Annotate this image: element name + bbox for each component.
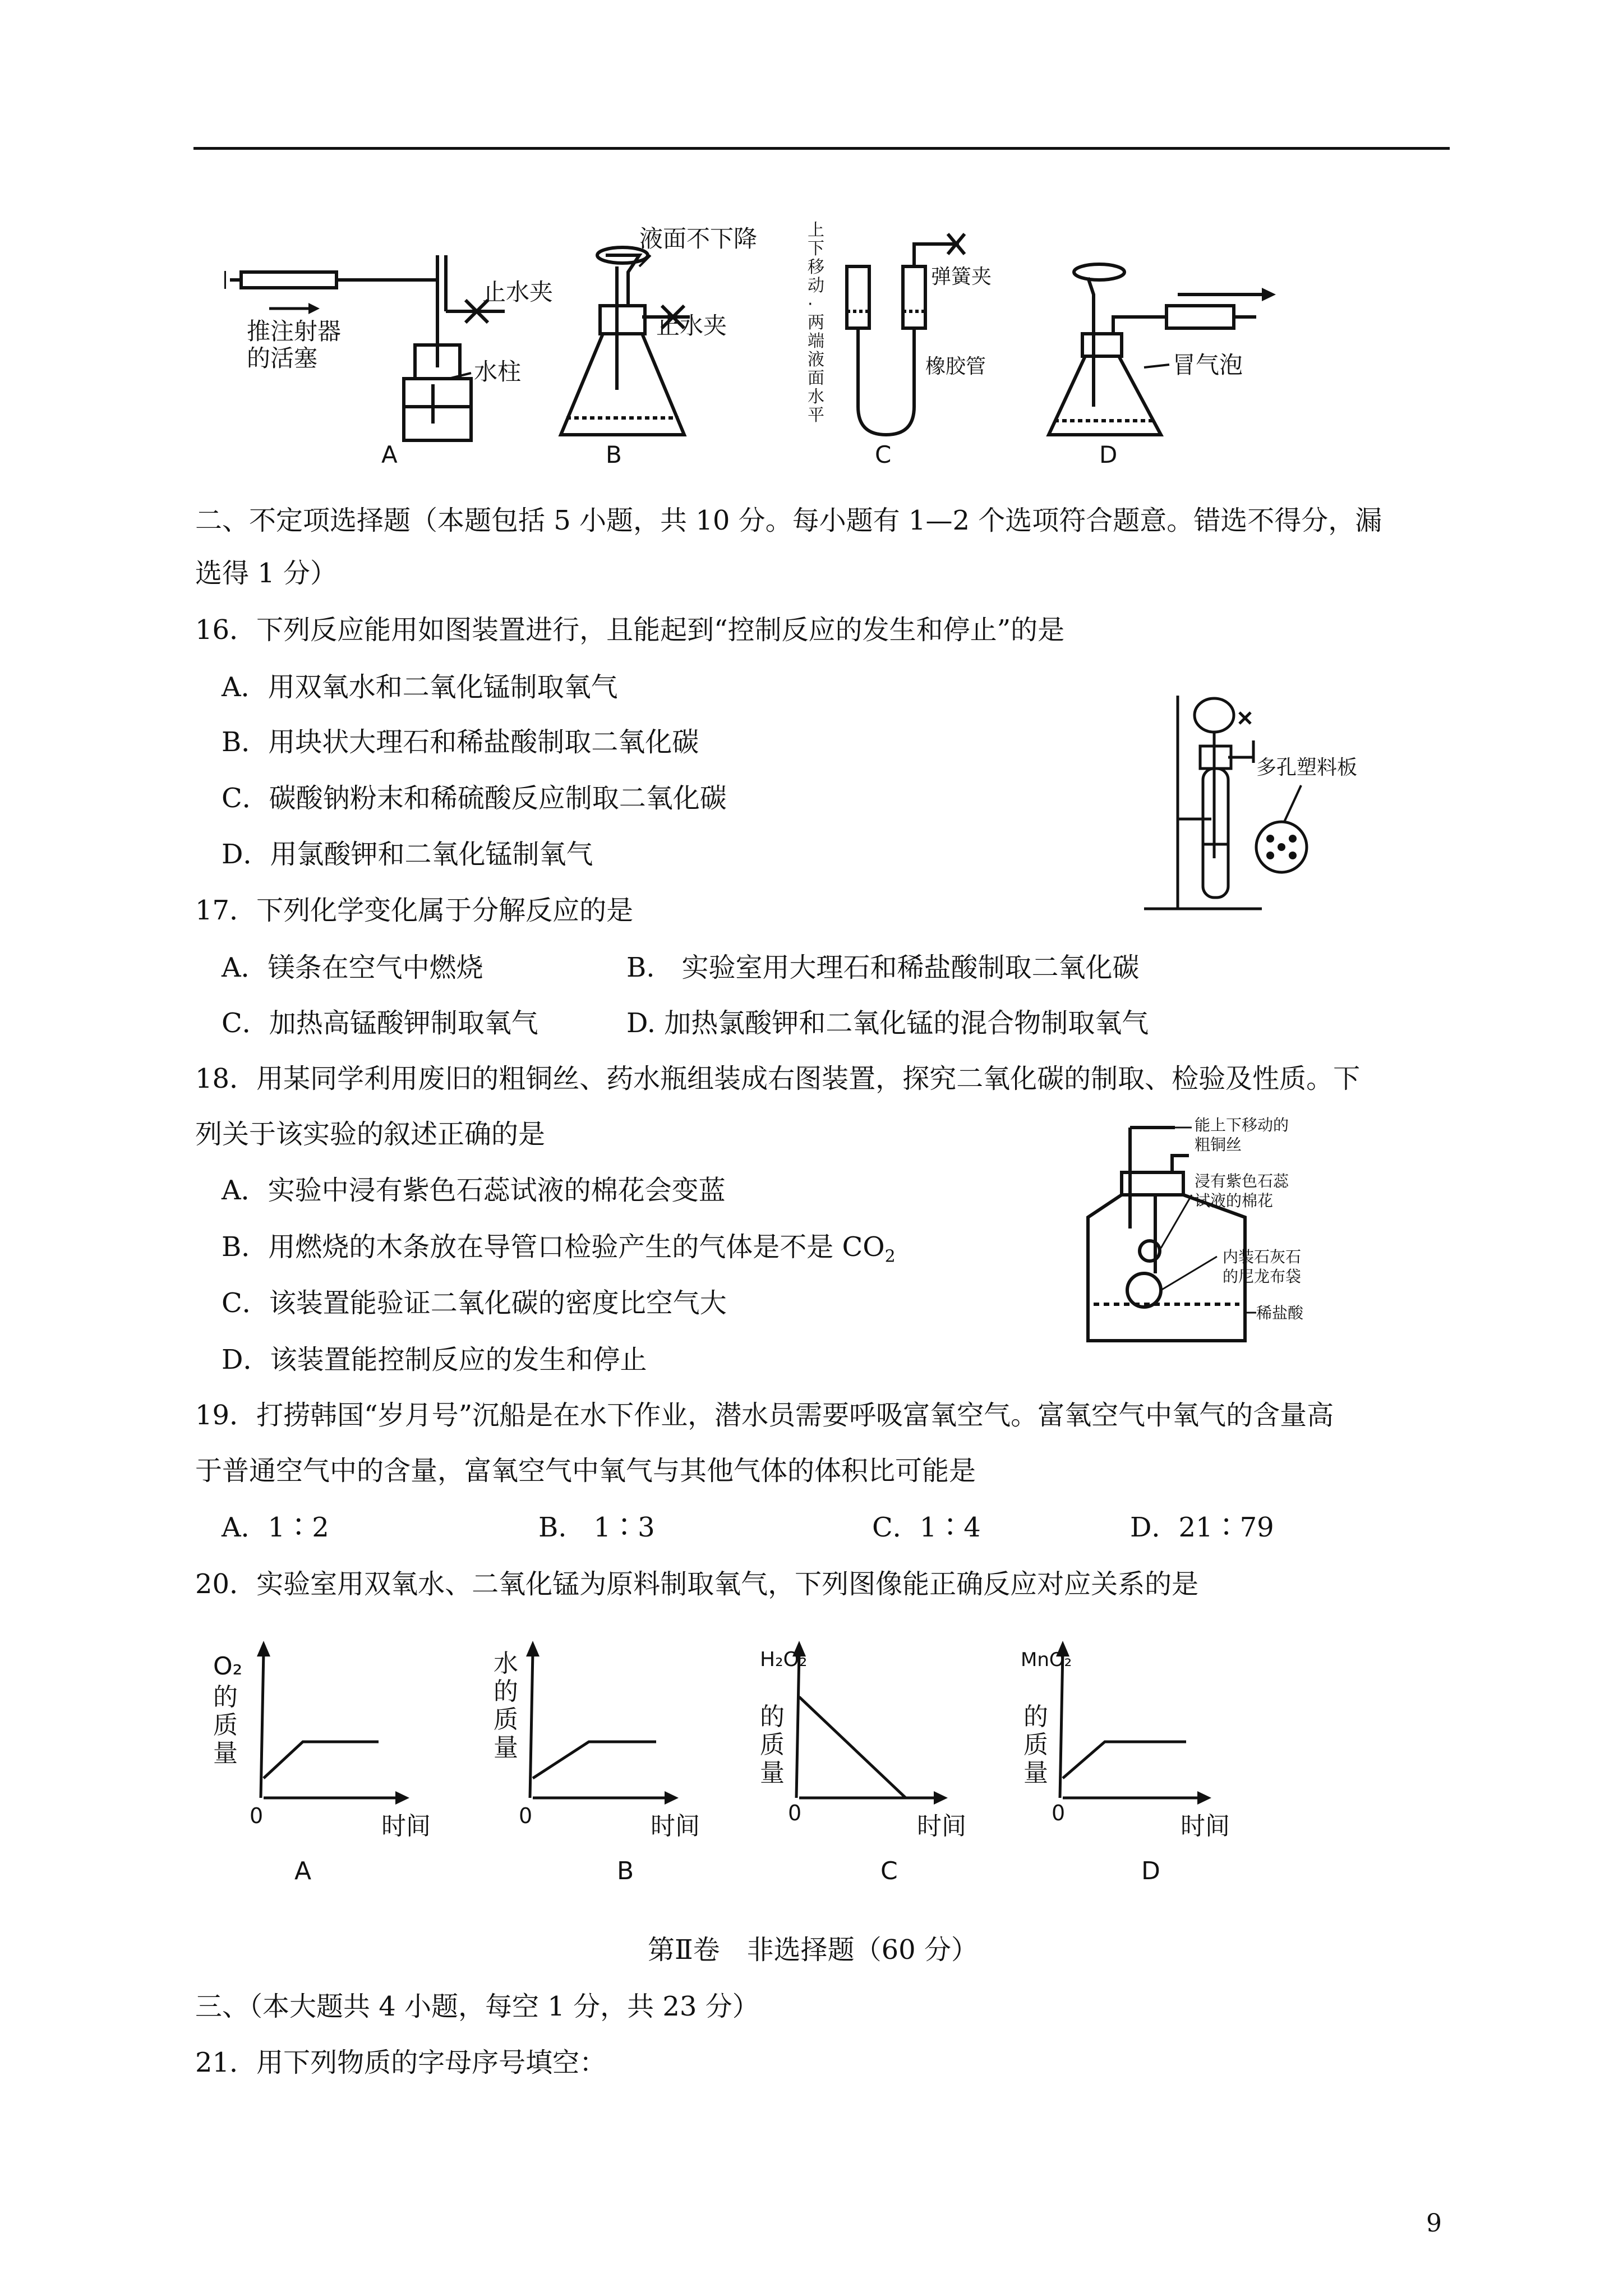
q19-stem-cont: 于普通空气中的含量，富氧空气中氧气与其他气体的体积比可能是 <box>195 1455 976 1487</box>
graph-d-xlabel: 时间 <box>1181 1812 1230 1841</box>
svg-text:移: 移 <box>808 257 824 277</box>
graph-c-ylabel-1: H₂O₂ <box>760 1648 808 1671</box>
graph-b-ylabel-4: 量 <box>494 1733 518 1762</box>
acid-label: 稀盐酸 <box>1256 1304 1304 1322</box>
graph-b-ylabel-1: 水 <box>494 1649 518 1678</box>
q20-stem: 20．实验室用双氧水、二氧化锰为原料制取氧气，下列图像能正确反应对应关系的是 <box>195 1568 1199 1600</box>
graph-d-letter: D <box>1141 1857 1160 1885</box>
graph-c-ylabel-4: 量 <box>760 1759 785 1787</box>
graph-b <box>494 1641 700 1885</box>
graph-a <box>213 1641 431 1885</box>
graph-b-letter: B <box>617 1857 634 1885</box>
porous-plate-label: 多孔塑料板 <box>1256 756 1358 779</box>
section-3-heading: 三、（本大题共 4 小题，每空 1 分，共 23 分） <box>195 1991 759 2022</box>
water-col-label: 水柱 <box>474 358 522 385</box>
q20-graphs <box>208 1641 1301 1893</box>
graph-b-xlabel: 时间 <box>651 1812 700 1841</box>
q19-option-b[interactable]: B. 1∶3 <box>538 1512 655 1543</box>
graph-c-letter: C <box>880 1857 898 1885</box>
svg-text:水: 水 <box>808 387 824 407</box>
section-2-heading-cont: 选得 1 分） <box>195 558 338 589</box>
graph-d-ylabel-4: 量 <box>1023 1759 1048 1787</box>
svg-text:动: 动 <box>808 276 824 296</box>
q18-stem-cont: 列关于该实验的叙述正确的是 <box>195 1119 546 1150</box>
graph-b-ylabel-3: 质 <box>494 1705 518 1734</box>
q18-option-b-sub: 2 <box>884 1246 896 1267</box>
bag-label: 内装石灰石 <box>1223 1248 1302 1266</box>
graph-d <box>1021 1641 1230 1885</box>
graph-d-origin: 0 <box>1052 1801 1066 1825</box>
q17-option-a[interactable]: A．镁条在空气中燃烧 <box>222 952 483 983</box>
graph-d-ylabel-3: 质 <box>1023 1731 1048 1759</box>
q18-option-c[interactable]: C．该装置能验证二氧化碳的密度比空气大 <box>222 1287 727 1319</box>
svg-text:下: 下 <box>808 239 824 259</box>
q18-option-d[interactable]: D．该装置能控制反应的发生和停止 <box>222 1344 647 1375</box>
q18-option-b-text: B．用燃烧的木条放在导管口检验产生的气体是不是 CO <box>222 1231 885 1263</box>
q18-option-b[interactable] <box>222 1230 896 1274</box>
graph-d-ylabel-1: MnO₂ <box>1021 1649 1072 1671</box>
q19-option-d[interactable]: D．21∶79 <box>1130 1512 1274 1543</box>
svg-text:端: 端 <box>808 332 824 351</box>
svg-text:平: 平 <box>808 406 824 425</box>
q18-fig-labels <box>1161 1116 1304 1322</box>
q17-option-c[interactable]: C．加热高锰酸钾制取氧气 <box>222 1007 538 1039</box>
graph-d-ylabel-2: 的 <box>1023 1703 1048 1731</box>
q16-option-c[interactable]: C．碳酸钠粉末和稀硫酸反应制取二氧化碳 <box>222 783 727 814</box>
syringe-label-2: 的活塞 <box>247 344 318 372</box>
apparatus-figure <box>224 222 1290 480</box>
letter-b: B <box>606 441 622 468</box>
q18-apparatus-figure <box>1077 1116 1424 1358</box>
bag-label-2: 的尼龙布袋 <box>1223 1267 1302 1286</box>
wire-label-2: 粗铜丝 <box>1195 1135 1242 1154</box>
graph-a-letter: A <box>294 1857 312 1885</box>
page-number: 9 <box>1426 2209 1442 2238</box>
clamp-a-label: 止水夹 <box>482 278 554 306</box>
cotton-label: 浸有紫色石蕊 <box>1195 1172 1289 1190</box>
letter-d: D <box>1099 441 1118 468</box>
graph-a-origin: 0 <box>250 1803 264 1828</box>
q16-stem: 16．下列反应能用如图装置进行，且能起到“控制反应的发生和停止”的是 <box>195 614 1065 646</box>
graph-b-ylabel-2: 的 <box>494 1677 518 1706</box>
graph-a-ylabel-3: 质 <box>213 1711 238 1740</box>
letter-c: C <box>875 441 892 468</box>
q16-option-a[interactable]: A．用双氧水和二氧化锰制取氧气 <box>222 671 618 703</box>
svg-text:两: 两 <box>808 313 824 333</box>
graph-a-ylabel-1: O₂ <box>213 1652 243 1681</box>
q18-stem: 18．用某同学利用废旧的粗铜丝、药水瓶组装成右图装置，探究二氧化碳的制取、检验及性质。下 <box>195 1063 1361 1094</box>
side-c-label <box>808 222 824 425</box>
graph-a-ylabel-4: 量 <box>213 1739 238 1768</box>
graph-c-xlabel: 时间 <box>917 1812 966 1841</box>
svg-text:上: 上 <box>808 222 824 240</box>
q18-option-a[interactable]: A．实验中浸有紫色石蕊试液的棉花会变蓝 <box>222 1175 726 1206</box>
level-b-label: 液面不下降 <box>639 225 758 252</box>
graph-c-ylabel-3: 质 <box>760 1731 785 1759</box>
graph-a-xlabel: 时间 <box>381 1812 431 1841</box>
q17-stem: 17．下列化学变化属于分解反应的是 <box>195 895 634 926</box>
cotton-label-2: 试液的棉花 <box>1195 1191 1274 1210</box>
syringe-label: 推注射器 <box>247 318 342 345</box>
q17-option-d[interactable]: D. 加热氯酸钾和二氧化锰的混合物制取氧气 <box>626 1007 1149 1039</box>
section-2-heading: 二、不定项选择题（本题包括 5 小题，共 10 分。每小题有 1—2 个选项符合题意。错选不得分，漏 <box>195 505 1382 536</box>
graph-c-ylabel-2: 的 <box>760 1703 785 1731</box>
svg-text:·: · <box>808 295 813 314</box>
q21-stem: 21．用下列物质的字母序号填空： <box>195 2047 607 2078</box>
wire-label: 能上下移动的 <box>1195 1116 1289 1134</box>
svg-text:液: 液 <box>808 350 824 370</box>
letter-a: A <box>381 441 398 468</box>
apparatus-d <box>1049 264 1262 435</box>
tube-c-label: 橡胶管 <box>925 355 986 378</box>
clamp-b-label: 止水夹 <box>656 312 727 339</box>
apparatus-c <box>847 234 965 435</box>
graph-c-origin: 0 <box>788 1801 802 1825</box>
graph-b-origin: 0 <box>519 1803 533 1828</box>
spring-c-label: 弹簧夹 <box>931 265 992 288</box>
q19-stem: 19．打捞韩国“岁月号”沉船是在水下作业，潜水员需要呼吸富氧空气。富氧空气中氧气的含量高 <box>195 1400 1334 1431</box>
graph-a-ylabel-2: 的 <box>213 1683 238 1711</box>
q19-option-c[interactable]: C．1∶4 <box>872 1512 981 1543</box>
q16-option-b[interactable]: B．用块状大理石和稀盐酸制取二氧化碳 <box>222 726 699 758</box>
q16-option-d[interactable]: D．用氯酸钾和二氧化锰制氧气 <box>222 839 593 870</box>
svg-text:面: 面 <box>808 369 824 388</box>
q16-apparatus-figure <box>1138 690 1402 926</box>
q19-option-a[interactable]: A．1∶2 <box>222 1512 329 1543</box>
graph-c <box>760 1641 966 1885</box>
apparatus-b <box>561 247 690 435</box>
header-rule <box>193 147 1450 150</box>
part-2-heading: 第Ⅱ卷 非选择题（60 分） <box>648 1934 978 1966</box>
bubble-d-label: 冒气泡 <box>1172 351 1243 379</box>
q17-option-b[interactable]: B. 实验室用大理石和稀盐酸制取二氧化碳 <box>626 952 1140 983</box>
